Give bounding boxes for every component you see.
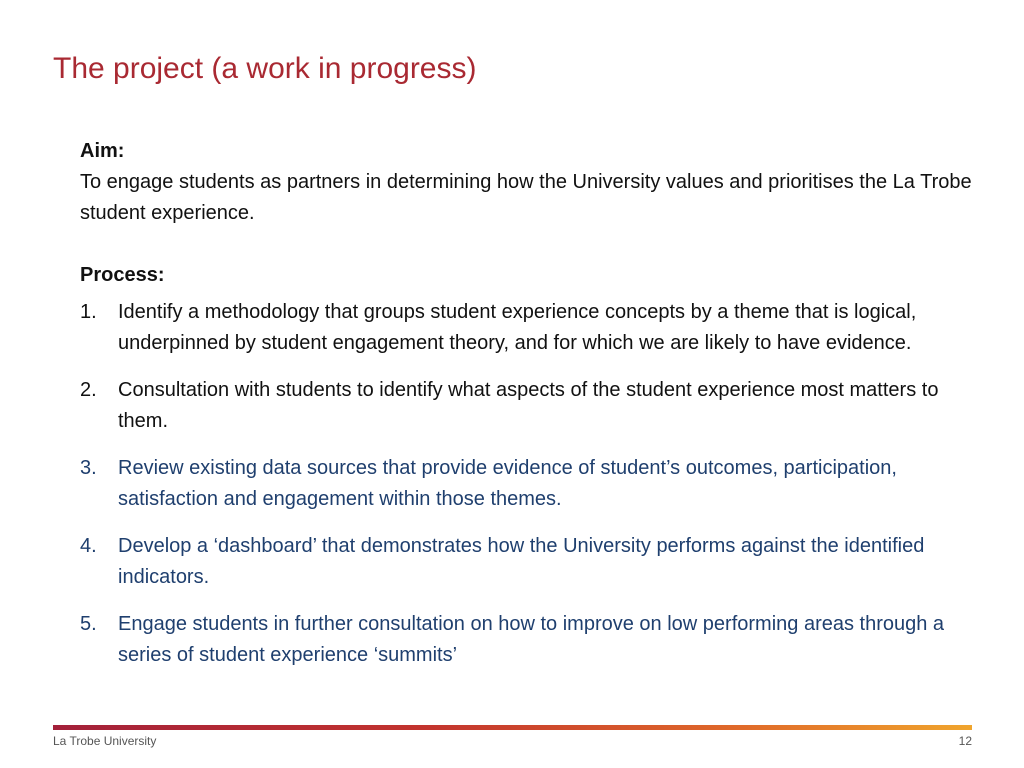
aim-heading: Aim: bbox=[80, 140, 125, 162]
process-item bbox=[80, 297, 980, 359]
footer-divider bbox=[53, 725, 972, 730]
aim-text: To engage students as partners in determining how the University values and prioritises the La Trobe student experience. bbox=[80, 171, 972, 224]
process-item-text: Review existing data sources that provide evidence of student’s outcomes, participation, satisfaction and engagement within those themes. bbox=[118, 457, 897, 510]
process-item-number: 3. bbox=[80, 457, 97, 479]
process-item-number: 4. bbox=[80, 535, 97, 557]
process-item bbox=[80, 453, 980, 515]
process-item-number: 1. bbox=[80, 301, 97, 323]
process-list bbox=[80, 297, 980, 671]
process-item-number: 2. bbox=[80, 379, 97, 401]
process-item bbox=[80, 531, 980, 593]
footer-organization: La Trobe University bbox=[53, 734, 157, 748]
slide-body bbox=[80, 136, 980, 687]
process-item-text: Develop a ‘dashboard’ that demonstrates how the University performs against the identified indicators. bbox=[118, 535, 925, 588]
slide-title: The project (a work in progress) bbox=[53, 52, 477, 85]
process-item-text: Consultation with students to identify what aspects of the student experience most matters to them. bbox=[118, 379, 939, 432]
process-item-text: Identify a methodology that groups student experience concepts by a theme that is logical, underpinned by student engagement theory, and for which we are likely to have evidence. bbox=[118, 301, 917, 354]
process-item-text: Engage students in further consultation on how to improve on low performing areas through a series of student experience ‘summits’ bbox=[118, 613, 945, 666]
process-item bbox=[80, 609, 980, 671]
process-heading: Process: bbox=[80, 264, 165, 286]
process-item bbox=[80, 375, 980, 437]
slide-number: 12 bbox=[958, 734, 972, 748]
process-item-number: 5. bbox=[80, 613, 97, 635]
